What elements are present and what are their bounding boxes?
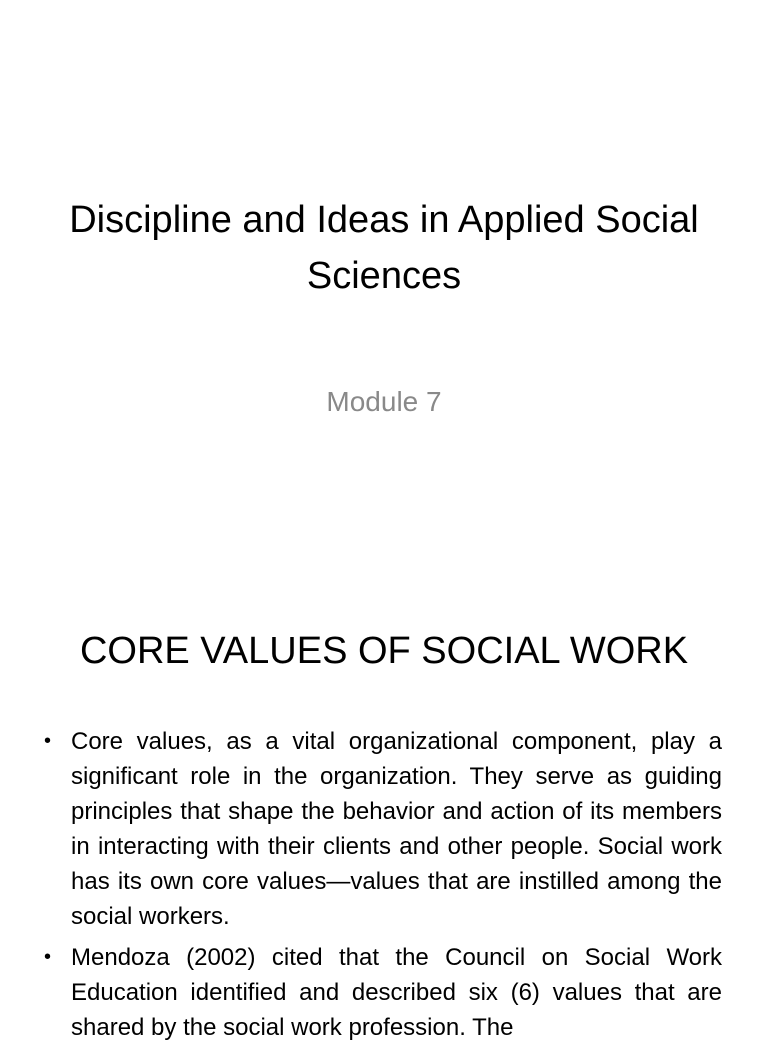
bullet-list: [40, 724, 722, 1051]
list-item: [40, 724, 722, 934]
module-subtitle: Module 7: [326, 386, 442, 417]
presentation-title: Discipline and Ideas in Applied Social Sciences: [69, 199, 699, 297]
bullet-text: Mendoza (2002) cited that the Council on Social Work Education identified and described six (6) values that are shared by the social work profession. The: [71, 944, 722, 1041]
content-slide: [0, 576, 768, 1041]
bullet-text: Core values, as a vital organizational component, play a significant role in the organization. They serve as guiding principles that shape the behavior and action of its members in interacting with their clients and other people. Social work has its own core values—values that are instilled among the social workers.: [71, 728, 722, 930]
bullet-icon: •: [44, 946, 52, 968]
section-heading: CORE VALUES OF SOCIAL WORK: [79, 630, 689, 672]
bullet-icon: •: [44, 730, 52, 752]
list-item: [40, 940, 722, 1045]
